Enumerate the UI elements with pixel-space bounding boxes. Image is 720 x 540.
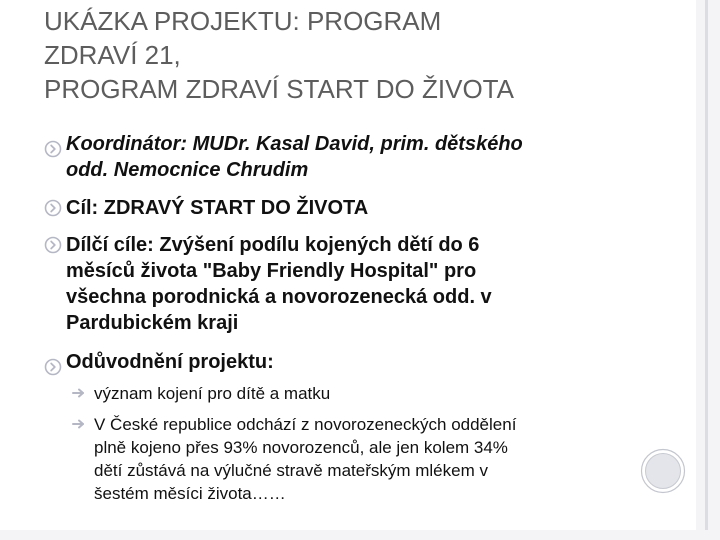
arrow-bullet-icon xyxy=(70,418,86,430)
bullet-line: Pardubickém kraji xyxy=(66,312,239,334)
slide-frame-right xyxy=(696,0,720,540)
bullet-line: Cíl: ZDRAVÝ START DO ŽIVOTA xyxy=(66,197,369,219)
slide-frame-bottom xyxy=(0,530,720,540)
bullet-line: Koordinátor: MUDr. Kasal David, prim. dětského xyxy=(66,133,523,155)
circle-arrow-icon xyxy=(44,140,62,158)
title-line: ZDRAVÍ 21, xyxy=(44,40,181,70)
bullet-line: odd. Nemocnice Chrudim xyxy=(66,159,309,181)
slide-frame-line xyxy=(705,0,708,540)
sub-bullet-line: šestém měsíci života…… xyxy=(94,484,286,503)
circle-arrow-icon xyxy=(44,199,62,217)
bullet-coordinator xyxy=(66,131,523,183)
bullet-line: všechna porodnická a novorozenecká odd. v xyxy=(66,286,492,308)
bullet-line: Odůvodnění projektu: xyxy=(66,351,274,373)
sub-bullet-line: význam kojení pro dítě a matku xyxy=(94,384,331,403)
circle-arrow-icon xyxy=(44,236,62,254)
circle-arrow-icon xyxy=(44,358,62,376)
circle-ornament-icon xyxy=(640,448,686,494)
bullet-subgoals xyxy=(66,232,492,336)
sub-bullet-line: dětí zůstává na výlučné stravě mateřským mlékem v xyxy=(94,461,488,480)
arrow-bullet-icon xyxy=(70,387,86,399)
sub-bullet-significance xyxy=(94,382,330,405)
bullet-line: Dílčí cíle: Zvýšení podílu kojených dětí do 6 xyxy=(66,234,480,256)
bullet-goal xyxy=(66,195,368,221)
sub-bullet-line: V České republice odchází z novorozeneckých oddělení xyxy=(94,415,517,434)
sub-bullet-statistics xyxy=(94,413,516,505)
sub-bullet-line: plně kojeno přes 93% novorozenců, ale jen kolem 34% xyxy=(94,438,508,457)
title-line: UKÁZKA PROJEKTU: PROGRAM xyxy=(44,6,442,36)
bullet-justification xyxy=(66,349,274,375)
title-line: PROGRAM ZDRAVÍ START DO ŽIVOTA xyxy=(44,74,514,104)
bullet-line: měsíců života "Baby Friendly Hospital" pro xyxy=(66,260,477,282)
